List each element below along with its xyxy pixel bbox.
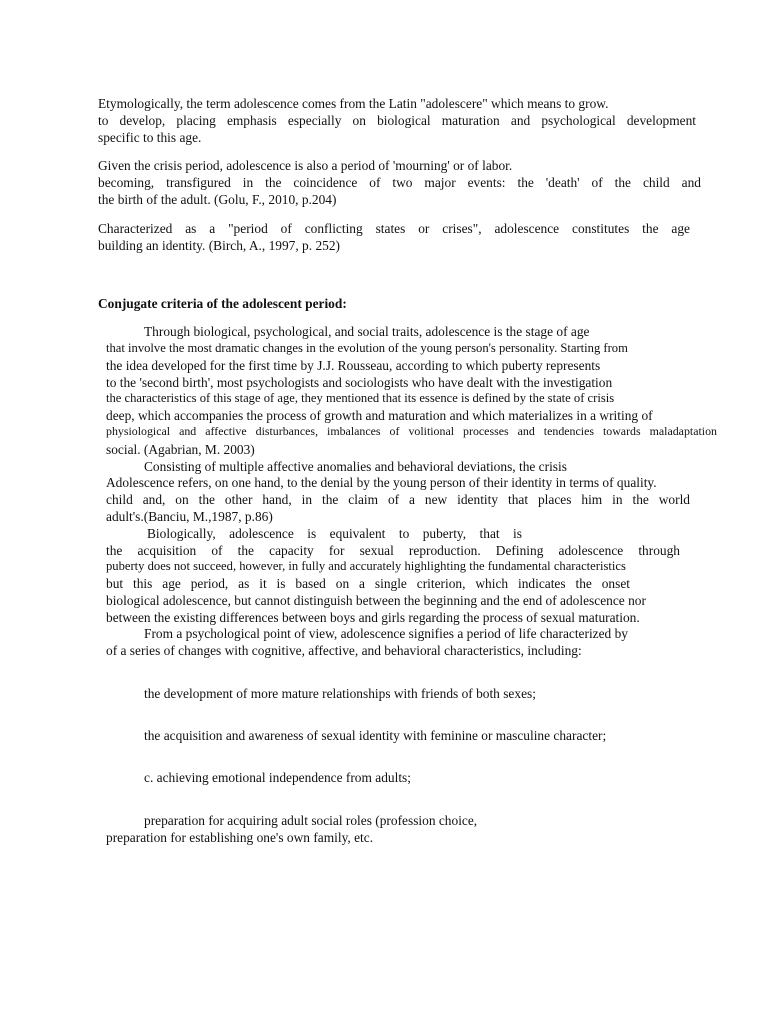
section-line-9: Consisting of multiple affective anomalies and behavioral deviations, the crisis bbox=[144, 459, 567, 474]
section-line-11: child and, on the other hand, in the claim of a new identity that places him in the world bbox=[106, 492, 690, 507]
section-line-18: between the existing differences between boys and girls regarding the process of sexual maturation. bbox=[106, 610, 640, 625]
para1-line-2: to develop, placing emphasis especially on biological maturation and psychological development bbox=[98, 113, 696, 128]
para1-line-3: specific to this age. bbox=[98, 130, 202, 145]
para2-line-1: Given the crisis period, adolescence is also a period of 'mourning' or of labor. bbox=[98, 158, 513, 173]
section-heading: Conjugate criteria of the adolescent period: bbox=[98, 296, 347, 311]
section-line-20: of a series of changes with cognitive, affective, and behavioral characteristics, including: bbox=[106, 643, 582, 658]
list-item-4-continued: preparation for establishing one's own family, etc. bbox=[106, 830, 374, 845]
para2-line-3: the birth of the adult. (Golu, F., 2010, p.204) bbox=[98, 192, 337, 207]
list-item-4: preparation for acquiring adult social roles (profession choice, bbox=[144, 813, 478, 828]
section-line-15: puberty does not succeed, however, in fully and accurately highlighting the fundamental characteristics bbox=[106, 559, 626, 573]
section-line-4: to the 'second birth', most psychologists and sociologists who have dealt with the investigation bbox=[106, 375, 613, 390]
section-line-6: deep, which accompanies the process of growth and maturation and which materializes in a writing of bbox=[106, 408, 653, 423]
section-line-14: the acquisition of the capacity for sexual reproduction. Defining adolescence through bbox=[106, 543, 680, 558]
list-item-2: the acquisition and awareness of sexual identity with feminine or masculine character; bbox=[144, 728, 607, 743]
para1-line-1: Etymologically, the term adolescence comes from the Latin "adolescere" which means to grow. bbox=[98, 96, 609, 111]
section-line-12: adult's.(Banciu, M.,1987, p.86) bbox=[106, 509, 273, 524]
section-line-3: the idea developed for the first time by J.J. Rousseau, according to which puberty represents bbox=[106, 358, 601, 373]
section-line-2: that involve the most dramatic changes in the evolution of the young person's personality. Starting from bbox=[106, 341, 628, 355]
section-line-17: biological adolescence, but cannot distinguish between the beginning and the end of adolescence nor bbox=[106, 593, 646, 608]
list-item-3: c. achieving emotional independence from adults; bbox=[144, 770, 411, 785]
section-line-8: social. (Agabrian, M. 2003) bbox=[106, 442, 255, 457]
para2-line-2: becoming, transfigured in the coincidence of two major events: the 'death' of the child and bbox=[98, 175, 701, 190]
list-item-1: the development of more mature relationships with friends of both sexes; bbox=[144, 686, 536, 701]
section-line-19: From a psychological point of view, adolescence signifies a period of life characterized by bbox=[144, 626, 628, 641]
section-line-5: the characteristics of this stage of age, they mentioned that its essence is defined by the state of crisis bbox=[106, 391, 615, 405]
para3-line-2: building an identity. (Birch, A., 1997, p. 252) bbox=[98, 238, 340, 253]
section-line-16: but this age period, as it is based on a single criterion, which indicates the onset bbox=[106, 576, 630, 591]
section-line-7: physiological and affective disturbances, imbalances of volitional processes and tendencies towards maladaptation bbox=[106, 424, 717, 438]
section-line-13: Biologically, adolescence is equivalent to puberty, that is bbox=[147, 526, 522, 541]
section-line-1: Through biological, psychological, and social traits, adolescence is the stage of age bbox=[144, 324, 590, 339]
para3-line-1: Characterized as a "period of conflicting states or crises", adolescence constitutes the age bbox=[98, 221, 690, 236]
section-line-10: Adolescence refers, on one hand, to the denial by the young person of their identity in terms of quality. bbox=[106, 475, 657, 490]
